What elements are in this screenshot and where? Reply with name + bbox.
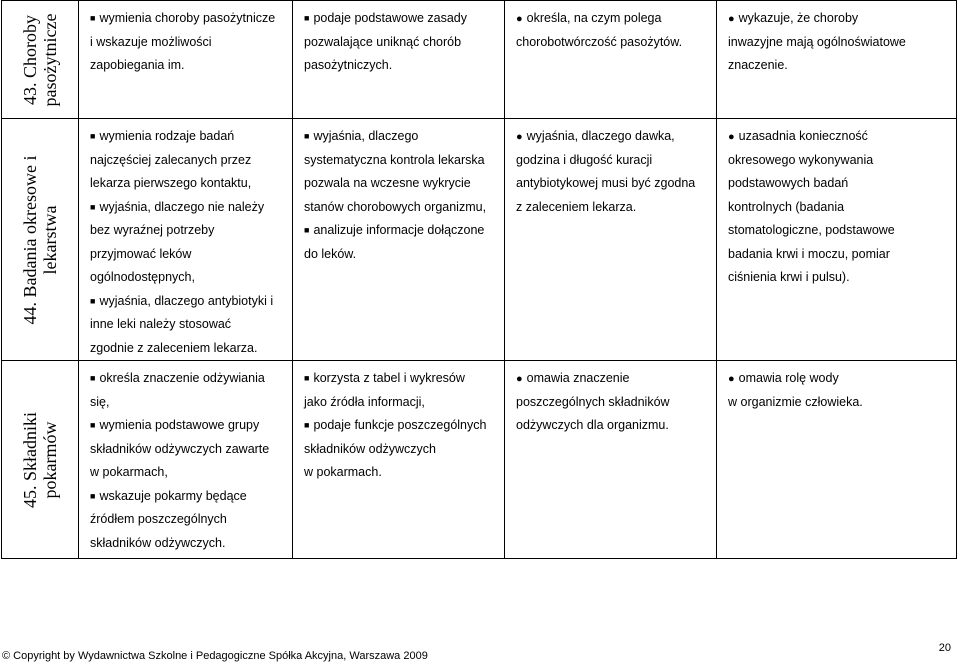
text-line: znaczenie. <box>728 58 788 72</box>
requirement-cell <box>79 361 293 559</box>
requirement-cell <box>505 361 717 559</box>
bullet-item: ■ podaje podstawowe zasady <box>304 7 500 31</box>
bullet-item: ● omawia znaczenie <box>516 367 712 391</box>
text-line: stanów chorobowych organizmu, <box>304 199 487 214</box>
bullet-item: ■ określa znaczenie odżywiania <box>90 367 288 391</box>
topic-cell <box>2 361 79 559</box>
text-line: jako źródła informacji, <box>304 394 425 409</box>
requirement-cell <box>717 1 957 119</box>
text-line: ogólnodostępnych, <box>90 270 195 284</box>
text-line: w pokarmach, <box>90 465 168 479</box>
text-line: inwazyjne mają ogólnoświatowe <box>728 34 906 49</box>
requirement-cell <box>293 1 505 119</box>
bullet-item: ● uzasadnia konieczność <box>728 125 952 149</box>
bullet-item: ■ analizuje informacje dołączone <box>304 219 500 243</box>
topic-label: 43. Choroby pasożytnicze <box>20 13 60 106</box>
table-row <box>2 119 957 361</box>
text-line: antybiotykowej musi być zgodna <box>516 176 696 190</box>
text-line: kontrolnych (badania <box>728 199 845 214</box>
text-line: bez wyraźnej potrzeby <box>90 223 215 237</box>
page-number: 20 <box>938 642 951 654</box>
bullet-item: ■ podaje funkcje poszczególnych <box>304 414 500 438</box>
topic-cell <box>2 1 79 119</box>
text-line: okresowego wykonywania <box>728 152 874 167</box>
text-line: zgodnie z zaleceniem lekarza. <box>90 340 258 355</box>
text-line: ciśnienia krwi i pulsu). <box>728 270 850 284</box>
curriculum-table <box>1 0 957 559</box>
bullet-item: ■ wyjaśnia, dlaczego <box>304 125 500 149</box>
text-line: pasożytniczych. <box>304 58 393 72</box>
bullet-item: ● omawia rolę wody <box>728 367 952 391</box>
text-line: do leków. <box>304 246 357 261</box>
text-line: pozwalające uniknąć chorób <box>304 34 462 49</box>
bullet-item: ■ wskazuje pokarmy będące <box>90 485 288 509</box>
bullet-item: ■ wyjaśnia, dlaczego antybiotyki i <box>90 290 288 314</box>
text-line: i wskazuje możliwości <box>90 34 212 49</box>
text-line: badania krwi i moczu, pomiar <box>728 246 890 261</box>
bullet-item: ● określa, na czym polega <box>516 7 712 31</box>
text-line: się, <box>90 394 110 409</box>
requirement-cell <box>79 119 293 361</box>
text-line: podstawowych badań <box>728 176 849 190</box>
text-line: lekarza pierwszego kontaktu, <box>90 176 252 190</box>
requirement-cell <box>505 1 717 119</box>
text-line: zapobiegania im. <box>90 58 185 72</box>
requirement-cell <box>79 1 293 119</box>
text-line: przyjmować leków <box>90 246 192 261</box>
text-line: chorobotwórczość pasożytów. <box>516 34 683 49</box>
text-line: w organizmie człowieka. <box>728 394 863 409</box>
table-row <box>2 1 957 119</box>
bullet-item: ● wyjaśnia, dlaczego dawka, <box>516 125 712 149</box>
requirement-cell <box>717 119 957 361</box>
text-line: najczęściej zalecanych przez <box>90 152 252 167</box>
text-line: inne leki należy stosować <box>90 317 232 331</box>
bullet-item: ■ wymienia rodzaje badań <box>90 125 288 149</box>
text-line: z zaleceniem lekarza. <box>516 199 637 214</box>
requirement-cell <box>293 361 505 559</box>
table-row <box>2 361 957 559</box>
bullet-item: ■ wymienia choroby pasożytnicze <box>90 7 288 31</box>
requirement-cell <box>505 119 717 361</box>
bullet-item: ■ korzysta z tabel i wykresów <box>304 367 500 391</box>
text-line: składników odżywczych zawarte <box>90 441 270 456</box>
bullet-item: ■ wymienia podstawowe grupy <box>90 414 288 438</box>
requirement-cell <box>717 361 957 559</box>
topic-label: 45. Składniki pokarmów <box>20 411 60 508</box>
text-line: składników odżywczych. <box>90 535 226 550</box>
text-line: źródłem poszczególnych <box>90 512 227 526</box>
topic-cell <box>2 119 79 361</box>
text-line: godzina i długość kuracji <box>516 152 653 167</box>
text-line: stomatologiczne, podstawowe <box>728 223 895 237</box>
requirement-cell <box>293 119 505 361</box>
text-line: poszczególnych składników <box>516 394 670 409</box>
topic-label: 44. Badania okresowe i lekarstwa <box>20 155 60 324</box>
text-line: systematyczna kontrola lekarska <box>304 152 485 167</box>
text-line: w pokarmach. <box>304 465 382 479</box>
bullet-item: ■ wyjaśnia, dlaczego nie należy <box>90 196 288 220</box>
text-line: odżywczych dla organizmu. <box>516 418 669 432</box>
text-line: pozwala na wczesne wykrycie <box>304 176 471 190</box>
text-line: składników odżywczych <box>304 441 436 456</box>
copyright-footer: © Copyright by Wydawnictwa Szkolne i Pedagogiczne Spółka Akcyjna, Warszawa 2009 <box>2 650 428 662</box>
bullet-item: ● wykazuje, że choroby <box>728 7 952 31</box>
